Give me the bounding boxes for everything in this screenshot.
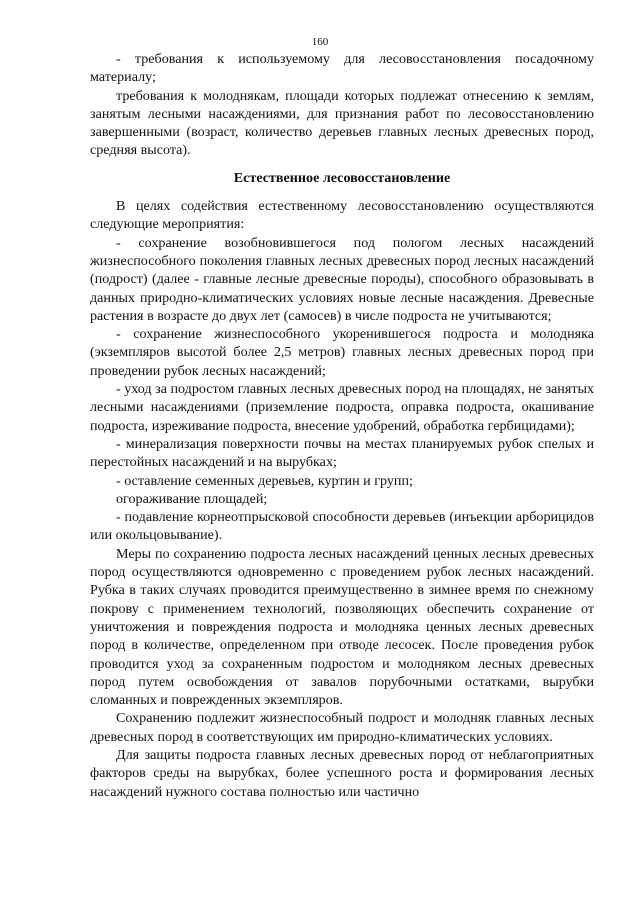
paragraph: - требования к используемому для лесовосстановления посадочному материалу; (90, 51, 594, 86)
list-item: - сохранение жизнеспособного укоренившегося подроста и молодняка (экземпляров высотой более 2,5 метров) главных лесных древесных пород при проведении рубок лесных насаждений; (90, 326, 594, 379)
paragraph: Сохранению подлежит жизнеспособный подрост и молодняк главных лесных древесных пород в соответствующих им природно-климатических условиях. (90, 710, 594, 745)
paragraph: Для защиты подроста главных лесных древесных пород от неблагоприятных факторов среды на вырубках, более успешного роста и формирования лесных насаждений нужного состава полностью или частично (90, 746, 594, 800)
list-item: - оставление семенных деревьев, куртин и групп; (116, 472, 413, 489)
section-heading: Естественное лесовосстановление (233, 169, 451, 186)
list-item: - минерализация поверхности почвы на местах планируемых рубок спелых и перестойных насаждений и на вырубках; (90, 435, 594, 471)
list-item: - сохранение возобновившегося под пологом лесных насаждений жизнеспособного поколения главных лесных древесных пород лесных насаждений (подрост) (далее - главные лесные древесные породы), способного образовывать в данных природно-климатических условиях новые лесные насаждения. Древесные растения в возрасте до двух лет (самосев) в числе подроста не учитываются; (90, 234, 594, 324)
paragraph: требования к молоднякам, площади которых подлежат отнесению к землям, занятым лесными насаждениями, для признания работ по лесовосстановлению завершенными (возраст, количество деревьев главных лесных древесных пород, средняя высота). (90, 87, 594, 159)
page-number: 160 (311, 36, 329, 48)
list-item: - подавление корнеотпрысковой способности деревьев (инъекции арборицидов или окольцовывание). (90, 509, 594, 544)
list-item: огораживание площадей; (116, 490, 268, 507)
list-item: - уход за подростом главных лесных древесных пород на площадях, не занятых лесными насаждениями (приземление подроста, оправка подроста, окашивание подроста, изреживание подроста, внесение удобрений, обработка гербицидами); (90, 381, 594, 434)
document-body (90, 50, 594, 801)
paragraph: В целях содействия естественному лесовосстановлению осуществляются следующие мероприятия: (90, 198, 594, 233)
paragraph: Меры по сохранению подроста лесных насаждений ценных лесных древесных пород осуществляются одновременно с проведением рубок лесных насаждений. Рубка в таких случаях проводится преимущественно в зимнее время по снежному покрову с применением технологий, позволяющих обеспечить сохранение от уничтожения и повреждения подроста и молодняка ценных лесных древесных пород в количестве, определенном при отводе лесосек. После проведения рубок проводится уход за сохраненным подростом и молодняком лесных древесных пород путем освобождения от завалов порубочными остатками, вырубки сломанных и поврежденных экземпляров. (90, 545, 594, 709)
